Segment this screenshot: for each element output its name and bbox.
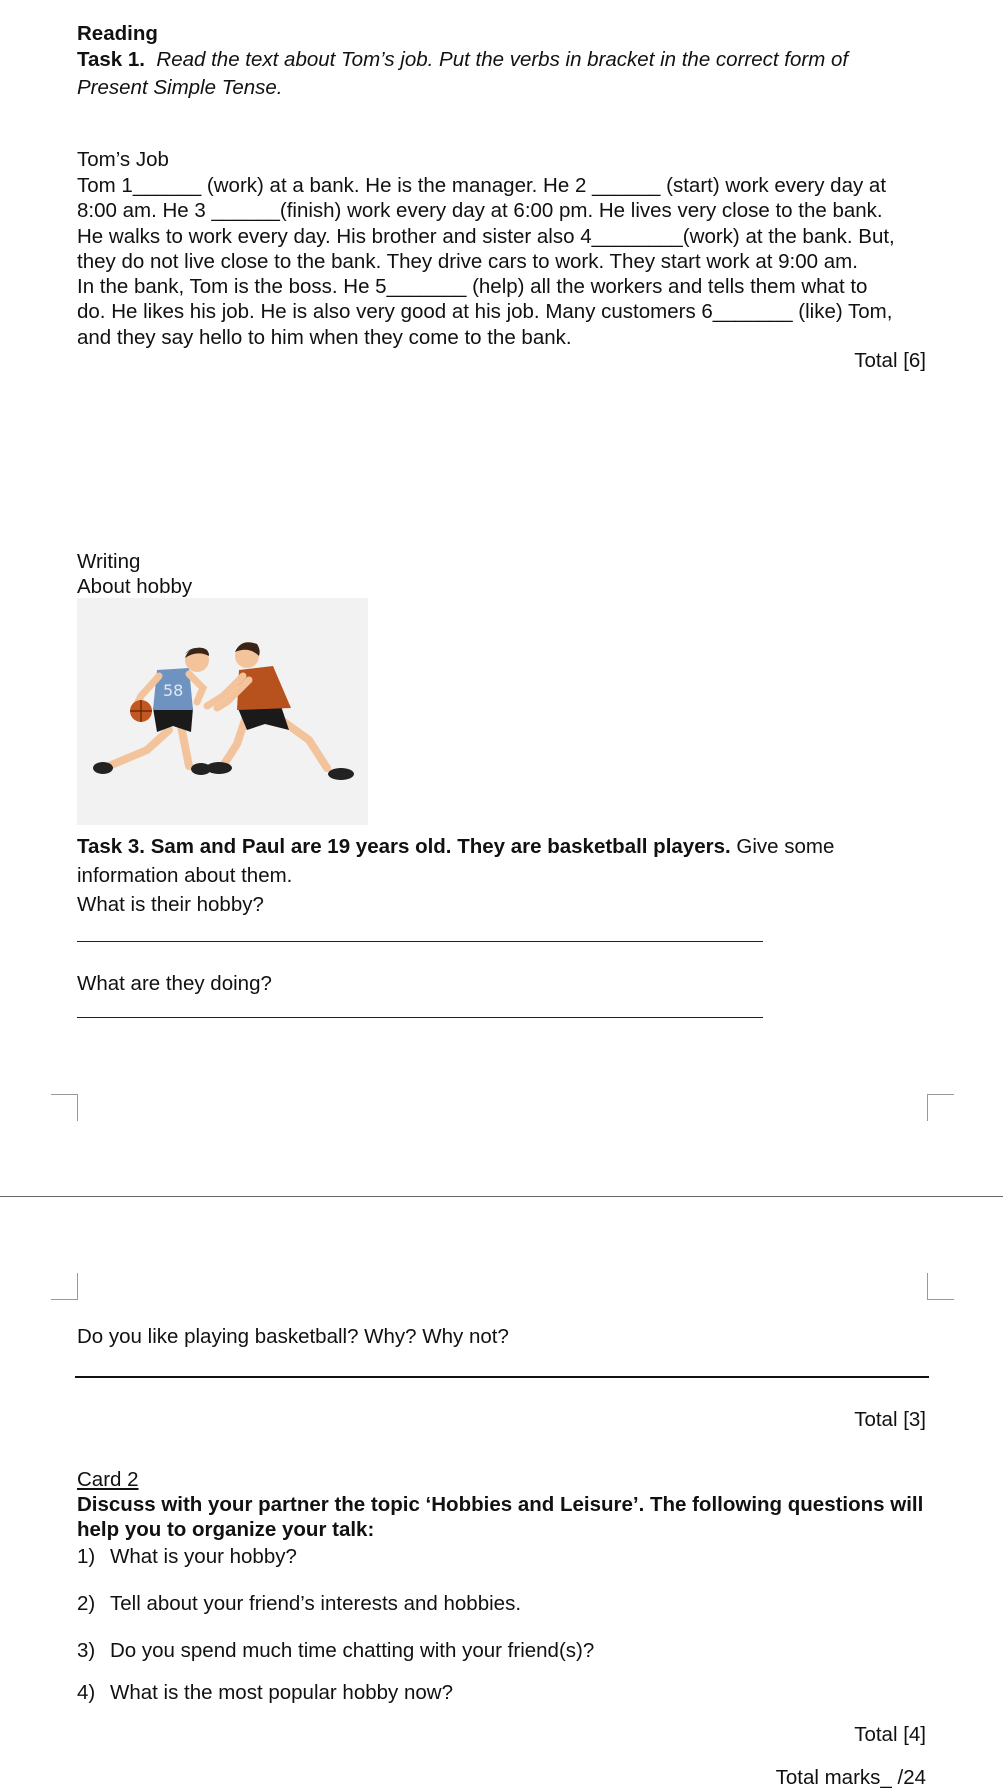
page-corner-mark: [51, 1094, 78, 1121]
task3-rest-text: Give some: [730, 835, 835, 858]
list-item-number: 2): [77, 1592, 96, 1615]
list-item-text: What is the most popular hobby now?: [110, 1681, 453, 1704]
story-line: and they say hello to him when they come to the bank.: [77, 325, 572, 349]
question-doing: What are they doing?: [77, 972, 272, 995]
page-corner-mark: [927, 1094, 954, 1121]
task3-instruction: [77, 835, 834, 859]
total-marks: Total marks_ /24: [775, 1766, 926, 1789]
player-right: [206, 642, 354, 780]
writing-total: Total [3]: [854, 1408, 926, 1431]
card-total: Total [4]: [854, 1723, 926, 1746]
list-item-text: Tell about your friend’s interests and hobbies.: [110, 1592, 522, 1615]
task1-text: Read the text about Tom’s job. Put the verbs in bracket in the correct form of: [156, 48, 849, 71]
task1-text-line2: Present Simple Tense.: [77, 76, 283, 99]
answer-line-hobby[interactable]: [77, 941, 763, 942]
story-paragraph: [77, 173, 895, 350]
list-item-text: Do you spend much time chatting with your friend(s)?: [110, 1639, 595, 1662]
page-break-line: [0, 1196, 1003, 1197]
story-line: He walks to work every day. His brother and sister also 4________(work) at the bank. But,: [77, 224, 895, 248]
basketball-players-image: [77, 598, 368, 825]
basketball-players-illustration: [77, 598, 368, 825]
reading-heading: Reading: [77, 22, 158, 45]
list-item-number: 4): [77, 1681, 96, 1704]
story-line: they do not live close to the bank. They drive cars to work. They start work at 9:00 am.: [77, 249, 858, 273]
page-corner-mark: [51, 1273, 78, 1300]
question-hobby: What is their hobby?: [77, 893, 264, 916]
story-title: Tom’s Job: [77, 148, 169, 171]
list-item: [77, 1681, 453, 1705]
page-corner-mark: [927, 1273, 954, 1300]
task1-label: Task 1.: [77, 48, 145, 71]
writing-subheading: About hobby: [77, 575, 193, 598]
story-line: In the bank, Tom is the boss. He 5_______ (help) all the workers and tells them what to: [77, 275, 868, 299]
list-item: [77, 1545, 297, 1569]
answer-line-like[interactable]: [75, 1376, 929, 1378]
jersey-number: 58: [163, 681, 184, 700]
story-line: Tom 1______ (work) at a bank. He is the manager. He 2 ______ (start) work every day at: [77, 174, 887, 197]
card-intro-line1: Discuss with your partner the topic ‘Hobbies and Leisure’. The following questions will: [77, 1493, 924, 1516]
story-line: 8:00 am. He 3 ______(finish) work every day at 6:00 pm. He lives very close to the bank.: [77, 199, 883, 223]
task3-line2: information about them.: [77, 864, 293, 887]
writing-heading: Writing: [77, 550, 141, 573]
list-item-number: 3): [77, 1639, 96, 1662]
list-item: [77, 1592, 521, 1616]
task1-instruction: [77, 48, 848, 72]
question-like-basketball: Do you like playing basketball? Why? Why not?: [77, 1325, 509, 1348]
card-intro-line2: help you to organize your talk:: [77, 1518, 375, 1541]
list-item-text: What is your hobby?: [110, 1545, 297, 1568]
task3-bold-text: Task 3. Sam and Paul are 19 years old. They are basketball players.: [77, 835, 731, 858]
story-line: do. He likes his job. He is also very good at his job. Many customers 6_______ (like) Tom,: [77, 300, 893, 324]
card-title: Card 2: [77, 1468, 139, 1491]
list-item: [77, 1639, 594, 1663]
list-item-number: 1): [77, 1545, 96, 1568]
reading-total: Total [6]: [854, 349, 926, 372]
answer-line-doing[interactable]: [77, 1017, 763, 1018]
